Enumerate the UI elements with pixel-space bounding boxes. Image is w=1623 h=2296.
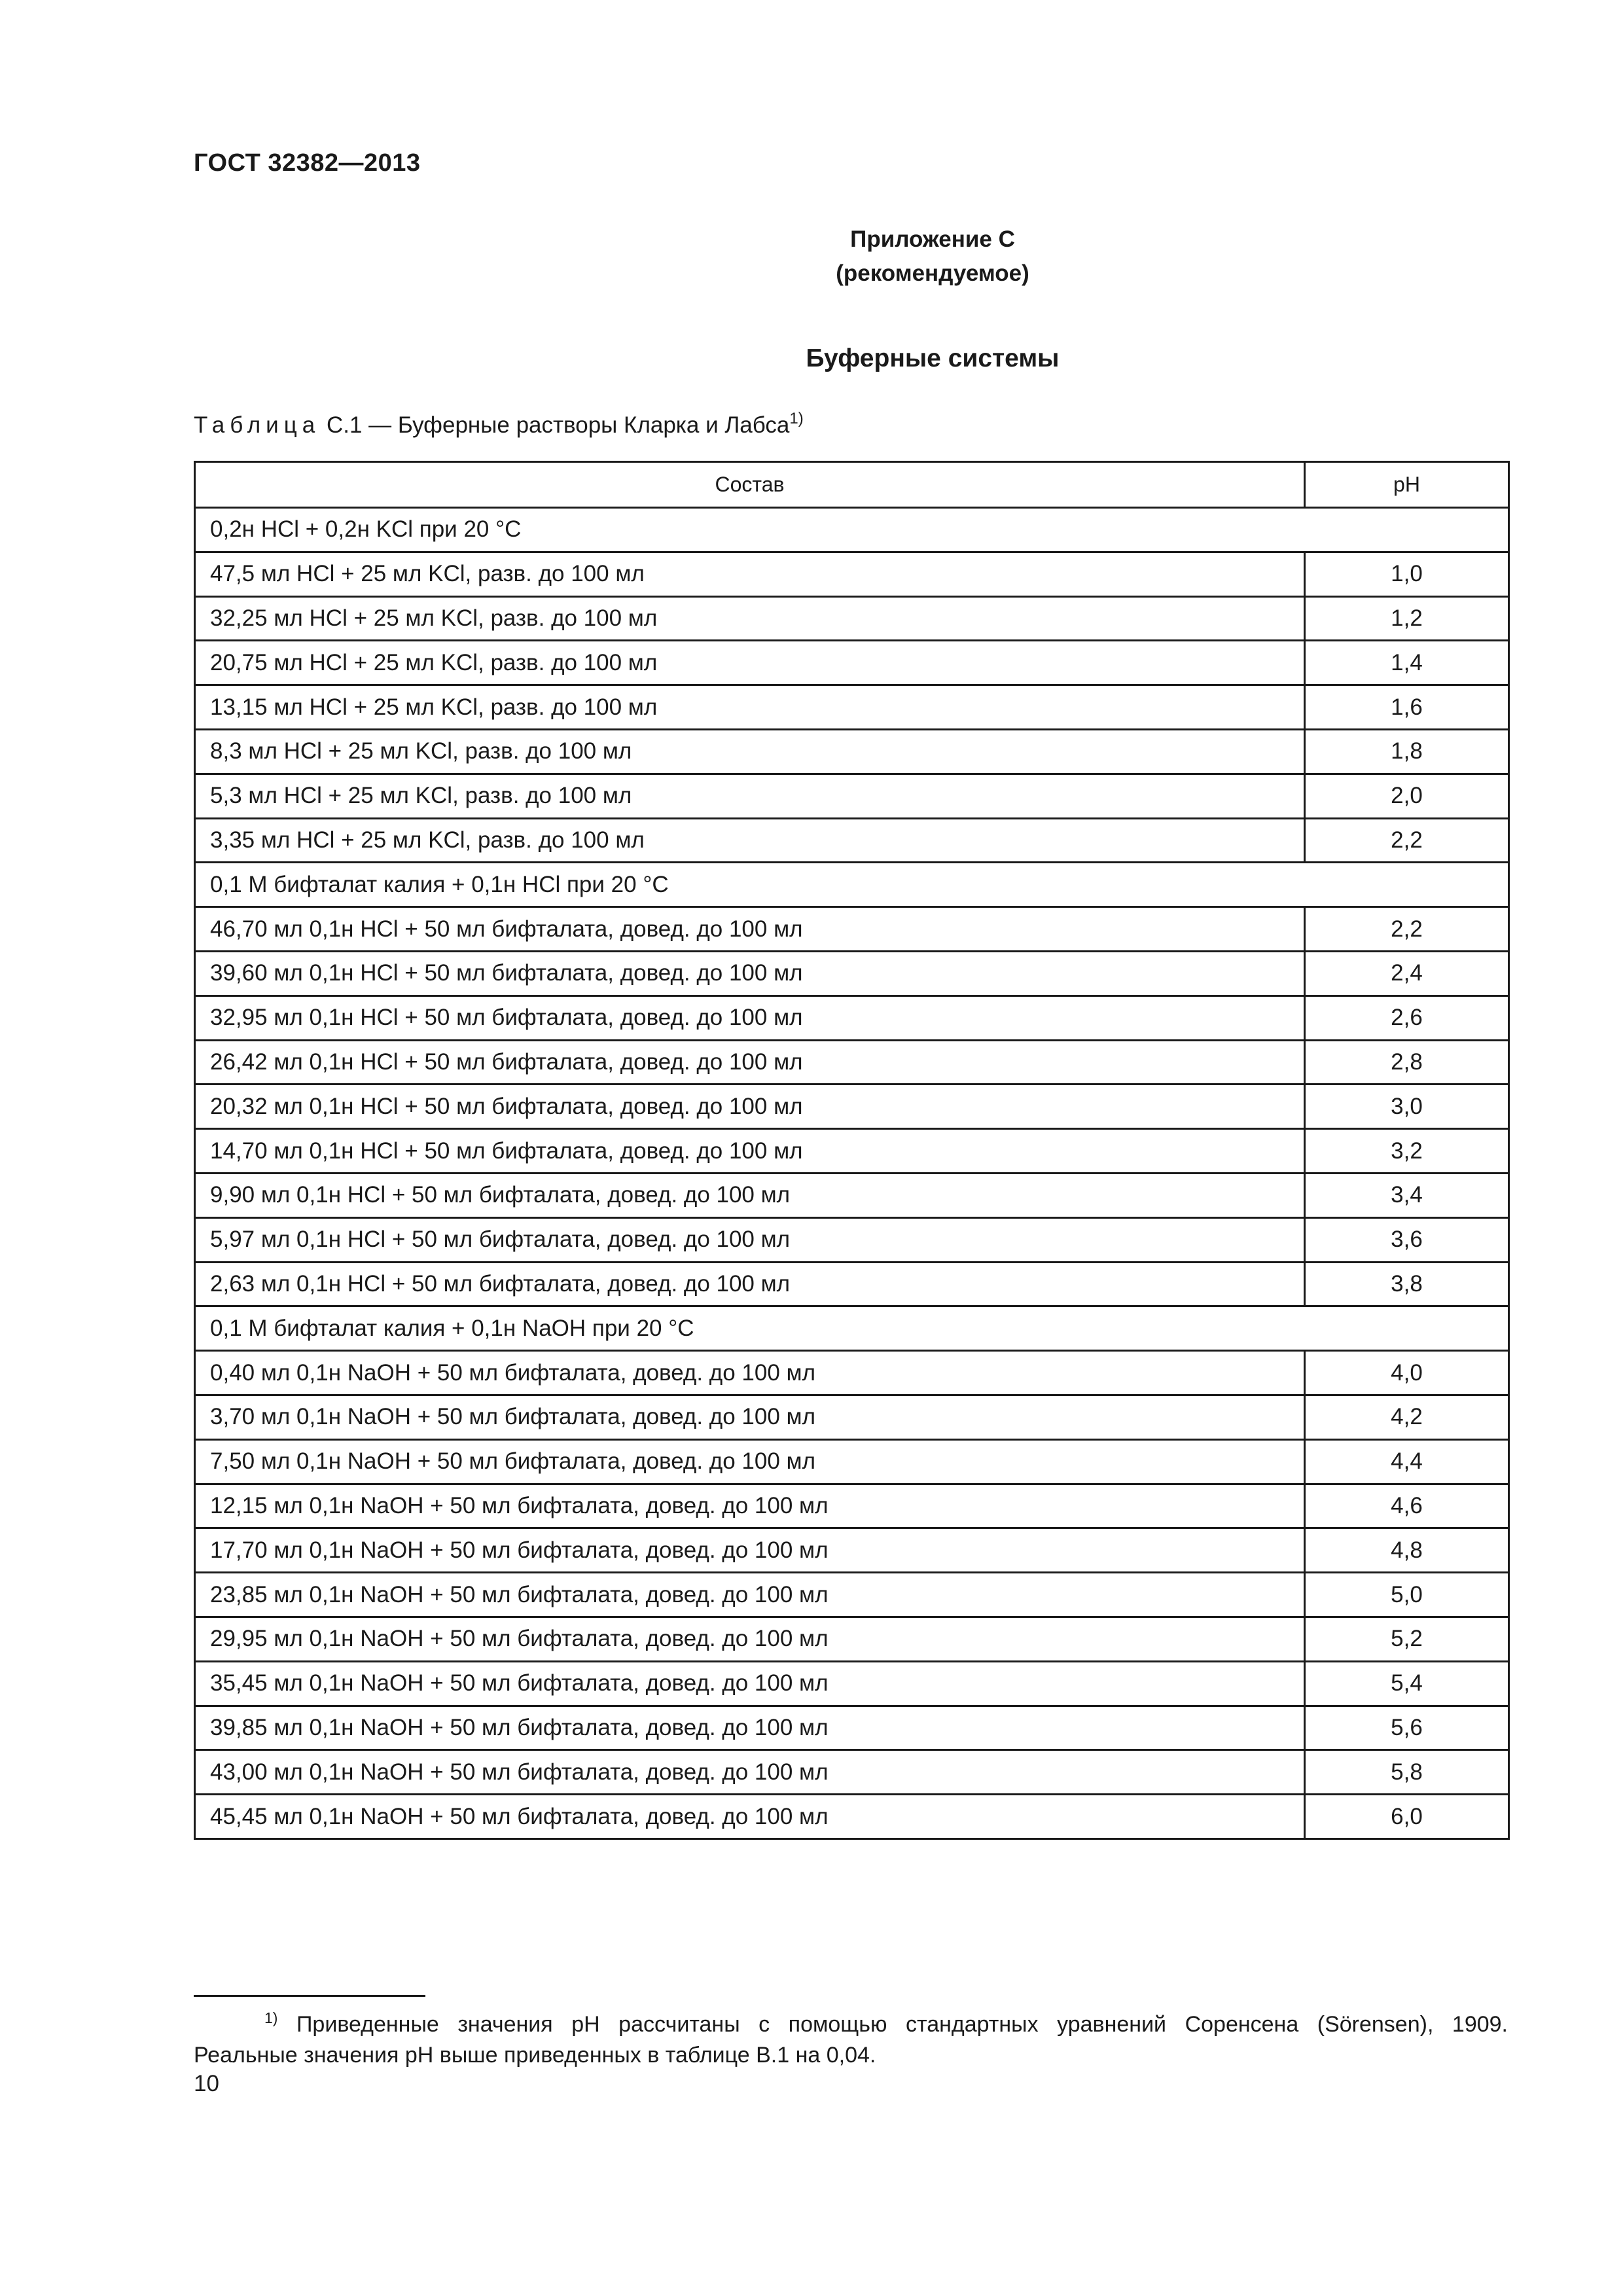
table-row [195,996,1509,1040]
table-caption-footnote-mark: 1) [789,410,804,427]
ph-cell: 2,8 [1305,1040,1509,1085]
ph-cell: 6,0 [1305,1795,1509,1839]
composition-cell: 12,15 мл 0,1н NaOH + 50 мл бифталата, довед. до 100 мл [195,1484,1305,1528]
table-row [195,1439,1509,1484]
composition-cell: 32,95 мл 0,1н HCl + 50 мл бифталата, довед. до 100 мл [195,996,1305,1040]
footnote [194,2003,1508,2071]
table-row [195,685,1509,730]
table-row [195,1129,1509,1174]
ph-cell: 5,8 [1305,1750,1509,1795]
annex-heading [0,223,1623,291]
table-row [195,1040,1509,1085]
table-row [195,1351,1509,1395]
composition-cell: 17,70 мл 0,1н NaOH + 50 мл бифталата, довед. до 100 мл [195,1528,1305,1573]
composition-cell: 2,63 мл 0,1н HCl + 50 мл бифталата, довед. до 100 мл [195,1262,1305,1306]
column-header-ph: pH [1305,462,1509,508]
composition-cell: 43,00 мл 0,1н NaOH + 50 мл бифталата, довед. до 100 мл [195,1750,1305,1795]
composition-cell: 3,35 мл HCl + 25 мл KCl, разв. до 100 мл [195,818,1305,863]
ph-cell: 1,8 [1305,729,1509,774]
table-row [195,1750,1509,1795]
ph-cell: 2,4 [1305,951,1509,996]
annex-status: (рекомендуемое) [836,260,1029,286]
footnote-line-2: Реальные значения pH выше приведенных в таблице В.1 на 0,04. [194,2043,876,2068]
ph-cell: 2,2 [1305,818,1509,863]
ph-cell: 1,4 [1305,641,1509,685]
document-code: ГОСТ 32382—2013 [194,149,421,177]
table-row [195,818,1509,863]
composition-cell: 29,95 мл 0,1н NaOH + 50 мл бифталата, довед. до 100 мл [195,1617,1305,1661]
composition-cell: 8,3 мл HCl + 25 мл KCl, разв. до 100 мл [195,729,1305,774]
column-header-composition: Состав [195,462,1305,508]
table-row [195,1617,1509,1661]
table-row [195,1262,1509,1306]
group-title-cell: 0,1 М бифталат калия + 0,1н HCl при 20 °С [195,863,1509,907]
composition-cell: 39,60 мл 0,1н HCl + 50 мл бифталата, довед. до 100 мл [195,951,1305,996]
page-number: 10 [194,2071,219,2096]
table-group-row [195,863,1509,907]
ph-cell: 5,0 [1305,1573,1509,1617]
composition-cell: 26,42 мл 0,1н HCl + 50 мл бифталата, довед. до 100 мл [195,1040,1305,1085]
table-row [195,1484,1509,1528]
ph-cell: 3,8 [1305,1262,1509,1306]
table-row [195,774,1509,818]
composition-cell: 35,45 мл 0,1н NaOH + 50 мл бифталата, довед. до 100 мл [195,1661,1305,1706]
ph-cell: 3,6 [1305,1217,1509,1262]
table-row [195,729,1509,774]
composition-cell: 13,15 мл HCl + 25 мл KCl, разв. до 100 мл [195,685,1305,730]
buffer-solutions-table [194,461,1510,1840]
composition-cell: 45,45 мл 0,1н NaOH + 50 мл бифталата, довед. до 100 мл [195,1795,1305,1839]
ph-cell: 4,6 [1305,1484,1509,1528]
composition-cell: 0,40 мл 0,1н NaOH + 50 мл бифталата, довед. до 100 мл [195,1351,1305,1395]
footnote-line-1 [194,2003,1508,2040]
composition-cell: 5,97 мл 0,1н HCl + 50 мл бифталата, довед. до 100 мл [195,1217,1305,1262]
ph-cell: 4,2 [1305,1395,1509,1439]
composition-cell: 14,70 мл 0,1н HCl + 50 мл бифталата, довед. до 100 мл [195,1129,1305,1174]
footnote-mark: 1) [264,2009,278,2026]
composition-cell: 7,50 мл 0,1н NaOH + 50 мл бифталата, довед. до 100 мл [195,1439,1305,1484]
composition-cell: 47,5 мл HCl + 25 мл KCl, разв. до 100 мл [195,552,1305,596]
ph-cell: 4,4 [1305,1439,1509,1484]
section-title: Буферные системы [806,344,1060,372]
table-row [195,1795,1509,1839]
composition-cell: 39,85 мл 0,1н NaOH + 50 мл бифталата, довед. до 100 мл [195,1706,1305,1750]
table-caption-text: С.1 — Буферные растворы Кларка и Лабса [320,412,790,438]
table-group-row [195,1306,1509,1351]
table-row [195,1528,1509,1573]
composition-cell: 5,3 мл HCl + 25 мл KCl, разв. до 100 мл [195,774,1305,818]
table-row [195,596,1509,641]
composition-cell: 3,70 мл 0,1н NaOH + 50 мл бифталата, довед. до 100 мл [195,1395,1305,1439]
ph-cell: 4,8 [1305,1528,1509,1573]
ph-cell: 2,2 [1305,907,1509,952]
composition-cell: 23,85 мл 0,1н NaOH + 50 мл бифталата, довед. до 100 мл [195,1573,1305,1617]
ph-cell: 5,4 [1305,1661,1509,1706]
footnote-separator [194,1995,425,1997]
table-row [195,1573,1509,1617]
composition-cell: 46,70 мл 0,1н HCl + 50 мл бифталата, довед. до 100 мл [195,907,1305,952]
ph-cell: 3,4 [1305,1173,1509,1217]
table-row [195,1085,1509,1129]
group-title-cell: 0,2н HCl + 0,2н KCl при 20 °С [195,508,1509,552]
ph-cell: 1,6 [1305,685,1509,730]
ph-cell: 2,6 [1305,996,1509,1040]
ph-cell: 1,0 [1305,552,1509,596]
table-header-row [195,462,1509,508]
table-row [195,1173,1509,1217]
ph-cell: 3,0 [1305,1085,1509,1129]
composition-cell: 20,32 мл 0,1н HCl + 50 мл бифталата, довед. до 100 мл [195,1085,1305,1129]
annex-title: Приложение С [850,226,1015,252]
composition-cell: 32,25 мл HCl + 25 мл KCl, разв. до 100 мл [195,596,1305,641]
table-row [195,951,1509,996]
ph-cell: 5,2 [1305,1617,1509,1661]
composition-cell: 9,90 мл 0,1н HCl + 50 мл бифталата, довед. до 100 мл [195,1173,1305,1217]
table-body [195,508,1509,1839]
ph-cell: 3,2 [1305,1129,1509,1174]
composition-cell: 20,75 мл HCl + 25 мл KCl, разв. до 100 мл [195,641,1305,685]
ph-cell: 2,0 [1305,774,1509,818]
group-title-cell: 0,1 М бифталат калия + 0,1н NaOH при 20 °С [195,1306,1509,1351]
footnote-text-1: Приведенные значения pH рассчитаны с помощью стандартных уравнений Соренсена (Sörensen), 1909. [277,2012,1508,2037]
ph-cell: 1,2 [1305,596,1509,641]
ph-cell: 5,6 [1305,1706,1509,1750]
table-row [195,907,1509,952]
table-row [195,1706,1509,1750]
table-group-row [195,508,1509,552]
table-row [195,552,1509,596]
table-row [195,1661,1509,1706]
ph-cell: 4,0 [1305,1351,1509,1395]
table-row [195,1395,1509,1439]
table-caption-prefix: Таблица [194,412,321,438]
table-caption [194,410,804,439]
table-row [195,641,1509,685]
table-row [195,1217,1509,1262]
